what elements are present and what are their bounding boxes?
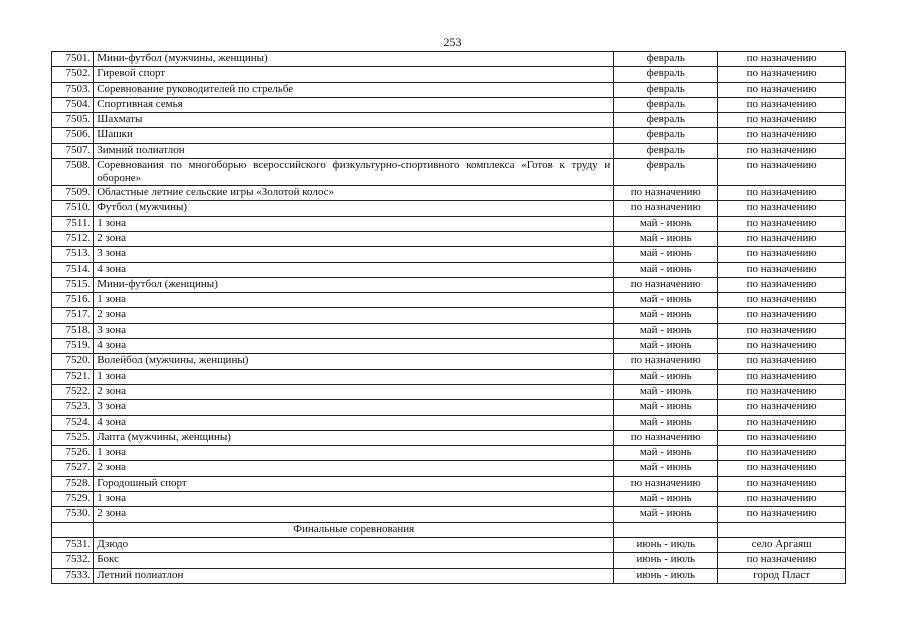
- table-row: [52, 446, 846, 461]
- table-row: [52, 461, 846, 476]
- row-number-cell: 7510.: [52, 201, 94, 216]
- period-cell: июнь - июль: [614, 568, 718, 583]
- period-cell: февраль: [614, 128, 718, 143]
- row-number-cell: 7507.: [52, 143, 94, 158]
- table-row: [52, 308, 846, 323]
- period-cell: май - июнь: [614, 400, 718, 415]
- event-name-cell: 3 зона: [94, 247, 614, 262]
- table-row: [52, 186, 846, 201]
- row-number-cell: 7532.: [52, 553, 94, 568]
- event-name-cell: 2 зона: [94, 231, 614, 246]
- row-number-cell: 7503.: [52, 82, 94, 97]
- event-name-cell: Гиревой спорт: [94, 67, 614, 82]
- event-name-cell: 4 зона: [94, 415, 614, 430]
- place-cell: по назначению: [718, 67, 846, 82]
- table-row: [52, 400, 846, 415]
- row-number-cell: 7522.: [52, 384, 94, 399]
- table-row: [52, 277, 846, 292]
- row-number-cell: 7501.: [52, 52, 94, 67]
- table-row: [52, 231, 846, 246]
- row-number-cell: 7521.: [52, 369, 94, 384]
- table-row: [52, 476, 846, 491]
- events-table: [51, 51, 846, 584]
- table-row: [52, 262, 846, 277]
- period-cell: май - июнь: [614, 323, 718, 338]
- place-cell: по назначению: [718, 201, 846, 216]
- period-cell: по назначению: [614, 354, 718, 369]
- place-cell: по назначению: [718, 446, 846, 461]
- table-row: [52, 507, 846, 522]
- place-cell: по назначению: [718, 97, 846, 112]
- period-cell: по назначению: [614, 201, 718, 216]
- period-cell: май - июнь: [614, 446, 718, 461]
- table-row: [52, 492, 846, 507]
- place-cell: по назначению: [718, 216, 846, 231]
- row-number-cell: 7526.: [52, 446, 94, 461]
- event-name-cell: Мини-футбол (женщины): [94, 277, 614, 292]
- table-row: [52, 537, 846, 552]
- table-row: [52, 52, 846, 67]
- place-cell: по назначению: [718, 231, 846, 246]
- event-name-cell: Шашки: [94, 128, 614, 143]
- period-cell: по назначению: [614, 277, 718, 292]
- row-number-cell: 7513.: [52, 247, 94, 262]
- row-number-cell: [52, 522, 94, 537]
- period-cell: [614, 522, 718, 537]
- period-cell: февраль: [614, 113, 718, 128]
- row-number-cell: 7512.: [52, 231, 94, 246]
- place-cell: по назначению: [718, 339, 846, 354]
- event-name-cell: Областные летние сельские игры «Золотой колос»: [94, 186, 614, 201]
- row-number-cell: 7528.: [52, 476, 94, 491]
- event-name-cell: Мини-футбол (мужчины, женщины): [94, 52, 614, 67]
- period-cell: май - июнь: [614, 507, 718, 522]
- event-name-cell: 4 зона: [94, 339, 614, 354]
- table-row: [52, 247, 846, 262]
- period-cell: февраль: [614, 52, 718, 67]
- table-row: [52, 82, 846, 97]
- place-cell: по назначению: [718, 400, 846, 415]
- table-row: [52, 369, 846, 384]
- table-row: [52, 415, 846, 430]
- event-name-cell: 3 зона: [94, 400, 614, 415]
- place-cell: по назначению: [718, 159, 846, 186]
- row-number-cell: 7515.: [52, 277, 94, 292]
- row-number-cell: 7531.: [52, 537, 94, 552]
- row-number-cell: 7524.: [52, 415, 94, 430]
- table-row: [52, 216, 846, 231]
- event-name-cell: 1 зона: [94, 446, 614, 461]
- period-cell: февраль: [614, 67, 718, 82]
- row-number-cell: 7519.: [52, 339, 94, 354]
- place-cell: по назначению: [718, 308, 846, 323]
- event-name-cell: Спортивная семья: [94, 97, 614, 112]
- page-number: 253: [443, 35, 462, 49]
- period-cell: май - июнь: [614, 492, 718, 507]
- table-row: [52, 159, 846, 186]
- row-number-cell: 7506.: [52, 128, 94, 143]
- row-number-cell: 7525.: [52, 430, 94, 445]
- table-row: [52, 67, 846, 82]
- row-number-cell: 7530.: [52, 507, 94, 522]
- period-cell: по назначению: [614, 430, 718, 445]
- period-cell: май - июнь: [614, 231, 718, 246]
- event-name-cell: Соревнование руководителей по стрельбе: [94, 82, 614, 97]
- event-name-cell: 1 зона: [94, 216, 614, 231]
- table-row: [52, 384, 846, 399]
- event-name-cell: 2 зона: [94, 308, 614, 323]
- row-number-cell: 7514.: [52, 262, 94, 277]
- place-cell: по назначению: [718, 369, 846, 384]
- event-name-cell: Футбол (мужчины): [94, 201, 614, 216]
- row-number-cell: 7527.: [52, 461, 94, 476]
- place-cell: по назначению: [718, 553, 846, 568]
- place-cell: по назначению: [718, 247, 846, 262]
- row-number-cell: 7508.: [52, 159, 94, 186]
- place-cell: по назначению: [718, 461, 846, 476]
- row-number-cell: 7504.: [52, 97, 94, 112]
- event-name-cell: Дзюдо: [94, 537, 614, 552]
- place-cell: город Пласт: [718, 568, 846, 583]
- period-cell: февраль: [614, 143, 718, 158]
- event-name-cell: Лапта (мужчины, женщины): [94, 430, 614, 445]
- event-name-cell: Бокс: [94, 553, 614, 568]
- row-number-cell: 7517.: [52, 308, 94, 323]
- event-name-cell: 2 зона: [94, 507, 614, 522]
- events-table-body: [52, 52, 846, 584]
- place-cell: по назначению: [718, 186, 846, 201]
- period-cell: по назначению: [614, 476, 718, 491]
- event-name-cell: Зимний полиатлон: [94, 143, 614, 158]
- period-cell: май - июнь: [614, 339, 718, 354]
- place-cell: по назначению: [718, 430, 846, 445]
- section-row: [52, 522, 846, 537]
- table-row: [52, 143, 846, 158]
- row-number-cell: 7509.: [52, 186, 94, 201]
- row-number-cell: 7505.: [52, 113, 94, 128]
- event-name-cell: 2 зона: [94, 461, 614, 476]
- period-cell: май - июнь: [614, 247, 718, 262]
- place-cell: по назначению: [718, 492, 846, 507]
- period-cell: февраль: [614, 97, 718, 112]
- place-cell: по назначению: [718, 476, 846, 491]
- period-cell: май - июнь: [614, 461, 718, 476]
- place-cell: по назначению: [718, 82, 846, 97]
- place-cell: по назначению: [718, 415, 846, 430]
- row-number-cell: 7520.: [52, 354, 94, 369]
- place-cell: по назначению: [718, 52, 846, 67]
- event-name-cell: 1 зона: [94, 369, 614, 384]
- period-cell: февраль: [614, 82, 718, 97]
- period-cell: июнь - июль: [614, 553, 718, 568]
- table-row: [52, 97, 846, 112]
- row-number-cell: 7533.: [52, 568, 94, 583]
- table-row: [52, 113, 846, 128]
- table-row: [52, 553, 846, 568]
- table-row: [52, 128, 846, 143]
- event-name-cell: Шахматы: [94, 113, 614, 128]
- event-name-cell: 1 зона: [94, 293, 614, 308]
- event-name-cell: 1 зона: [94, 492, 614, 507]
- place-cell: по назначению: [718, 507, 846, 522]
- row-number-cell: 7518.: [52, 323, 94, 338]
- table-row: [52, 293, 846, 308]
- table-row: [52, 339, 846, 354]
- row-number-cell: 7523.: [52, 400, 94, 415]
- place-cell: по назначению: [718, 277, 846, 292]
- place-cell: село Аргаяш: [718, 537, 846, 552]
- table-row: [52, 323, 846, 338]
- period-cell: май - июнь: [614, 369, 718, 384]
- event-name-cell: 3 зона: [94, 323, 614, 338]
- event-name-cell: Городошный спорт: [94, 476, 614, 491]
- event-name-cell: Летний полиатлон: [94, 568, 614, 583]
- period-cell: май - июнь: [614, 293, 718, 308]
- period-cell: май - июнь: [614, 415, 718, 430]
- place-cell: по назначению: [718, 128, 846, 143]
- row-number-cell: 7502.: [52, 67, 94, 82]
- row-number-cell: 7529.: [52, 492, 94, 507]
- row-number-cell: 7511.: [52, 216, 94, 231]
- table-row: [52, 568, 846, 583]
- table-row: [52, 201, 846, 216]
- event-name-cell: Волейбол (мужчины, женщины): [94, 354, 614, 369]
- place-cell: по назначению: [718, 143, 846, 158]
- row-number-cell: 7516.: [52, 293, 94, 308]
- table-row: [52, 430, 846, 445]
- period-cell: по назначению: [614, 186, 718, 201]
- place-cell: по назначению: [718, 293, 846, 308]
- period-cell: май - июнь: [614, 262, 718, 277]
- event-name-cell: 2 зона: [94, 384, 614, 399]
- event-name-cell: Соревнования по многоборью всероссийского физкультурно-спортивного комплекса «Готов к труду и обороне»: [94, 159, 614, 186]
- place-cell: по назначению: [718, 323, 846, 338]
- place-cell: по назначению: [718, 384, 846, 399]
- period-cell: февраль: [614, 159, 718, 186]
- place-cell: по назначению: [718, 113, 846, 128]
- period-cell: май - июнь: [614, 216, 718, 231]
- event-name-cell: 4 зона: [94, 262, 614, 277]
- period-cell: июнь - июль: [614, 537, 718, 552]
- period-cell: май - июнь: [614, 384, 718, 399]
- place-cell: [718, 522, 846, 537]
- section-title: Финальные соревнования: [94, 522, 614, 537]
- place-cell: по назначению: [718, 262, 846, 277]
- place-cell: по назначению: [718, 354, 846, 369]
- period-cell: май - июнь: [614, 308, 718, 323]
- table-row: [52, 354, 846, 369]
